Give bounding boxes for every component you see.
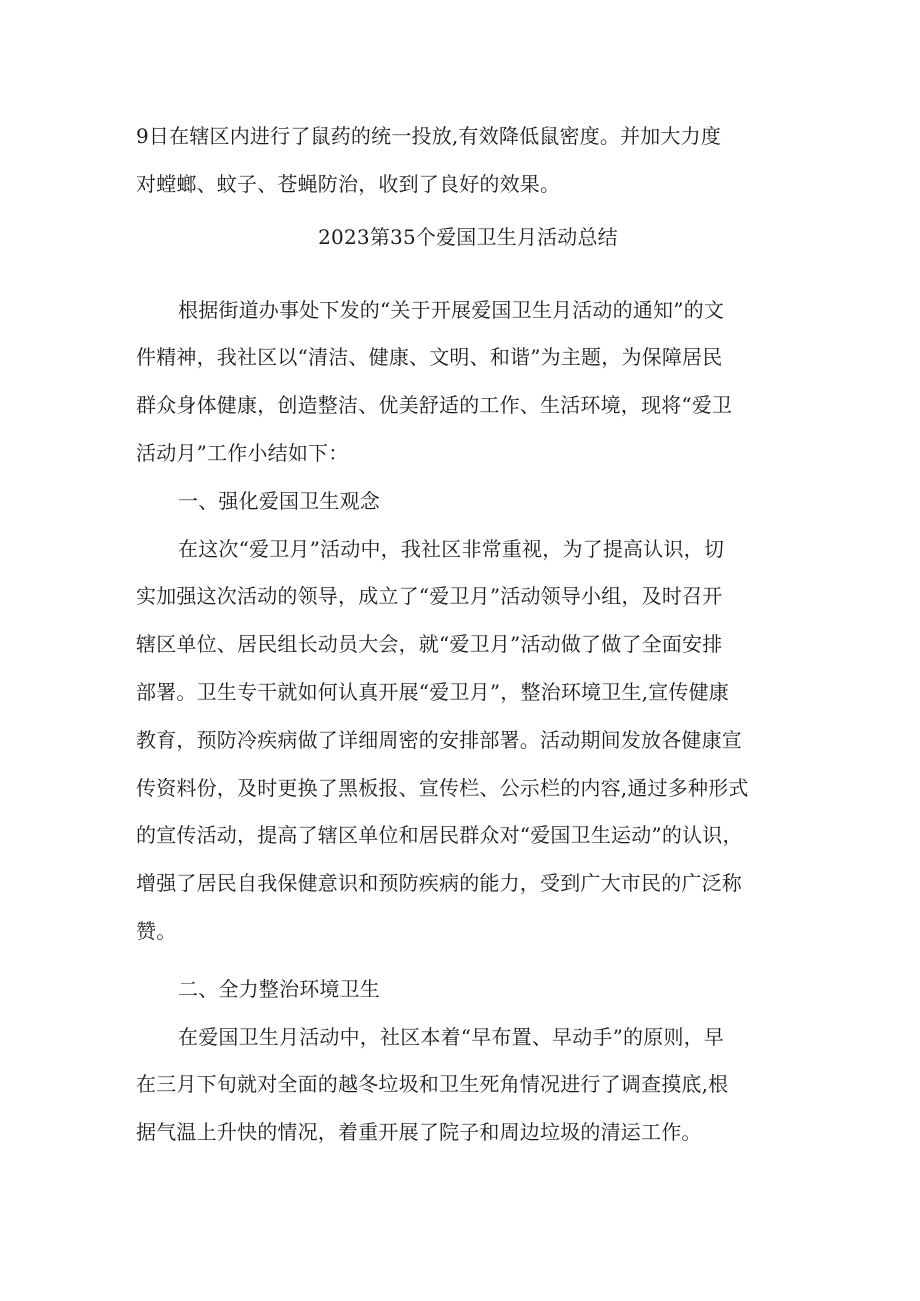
- paragraph-3-line-1: 在爱国卫生月活动中，社区本着“早布置、早动手”的原则，早: [178, 1024, 725, 1049]
- paragraph-2-line-4: 部署。卫生专干就如何认真开展“爱卫月”，整治环境卫生,宣传健康: [136, 679, 730, 704]
- document-body: [136, 113, 800, 1157]
- paragraph-3-line-3: 据气温上升快的情况，着重开展了院子和周边垃圾的清运工作。: [136, 1120, 702, 1145]
- intro-line-2: 对螳螂、蚊子、苍蝇防治，收到了良好的效果。: [136, 171, 561, 196]
- paragraph-1-line-2: 件精神，我社区以“清洁、健康、文明、和谐”为主题，为保障居民: [136, 345, 723, 370]
- paragraph-2-line-1: 在这次“爱卫月”活动中，我社区非常重视，为了提高认识，切: [178, 536, 725, 561]
- intro-line-1: 9日在辖区内进行了鼠药的统一投放,有效降低鼠密度。并加大力度: [136, 124, 722, 148]
- paragraph-2-line-3: 辖区单位、居民组长动员大会，就“爱卫月”活动做了做了全面安排: [136, 632, 723, 657]
- paragraph-2-line-2: 实加强这次活动的领导，成立了“爱卫月”活动领导小组，及时召开: [136, 584, 723, 609]
- paragraph-1-line-1: 根据街道办事处下发的“关于开展爱国卫生月活动的通知”的文: [178, 297, 725, 322]
- paragraph-2-line-8: 增强了居民自我保健意识和预防疾病的能力，受到广大市民的广泛称: [136, 871, 742, 896]
- paragraph-3-line-2: 在三月下旬就对全面的越冬垃圾和卫生死角情况进行了调查摸底,根: [136, 1072, 729, 1097]
- paragraph-1-line-4: 活动月”工作小结如下：: [136, 440, 349, 465]
- spacer: [136, 956, 800, 966]
- spacer: [136, 265, 800, 287]
- document-title: 2023第35个爱国卫生月活动总结: [318, 224, 618, 249]
- paragraph-2-line-9: 赞。: [136, 918, 177, 943]
- paragraph-2-line-6: 传资料份，及时更换了黑板报、宣传栏、公示栏的内容,通过多种形式: [136, 775, 749, 800]
- section-heading-1: 一、强化爱国卫生观念: [178, 488, 380, 513]
- paragraph-2-line-5: 教育，预防冷疾病做了详细周密的安排部署。活动期间发放各健康宣: [136, 727, 742, 752]
- section-heading-2: 二、全力整治环境卫生: [178, 976, 380, 1001]
- paragraph-1-line-3: 群众身体健康，创造整洁、优美舒适的工作、生活环境，现将“爱卫: [136, 393, 733, 418]
- paragraph-2-line-7: 的宣传活动，提高了辖区单位和居民群众对“爱国卫生运动”的认识，: [136, 823, 743, 848]
